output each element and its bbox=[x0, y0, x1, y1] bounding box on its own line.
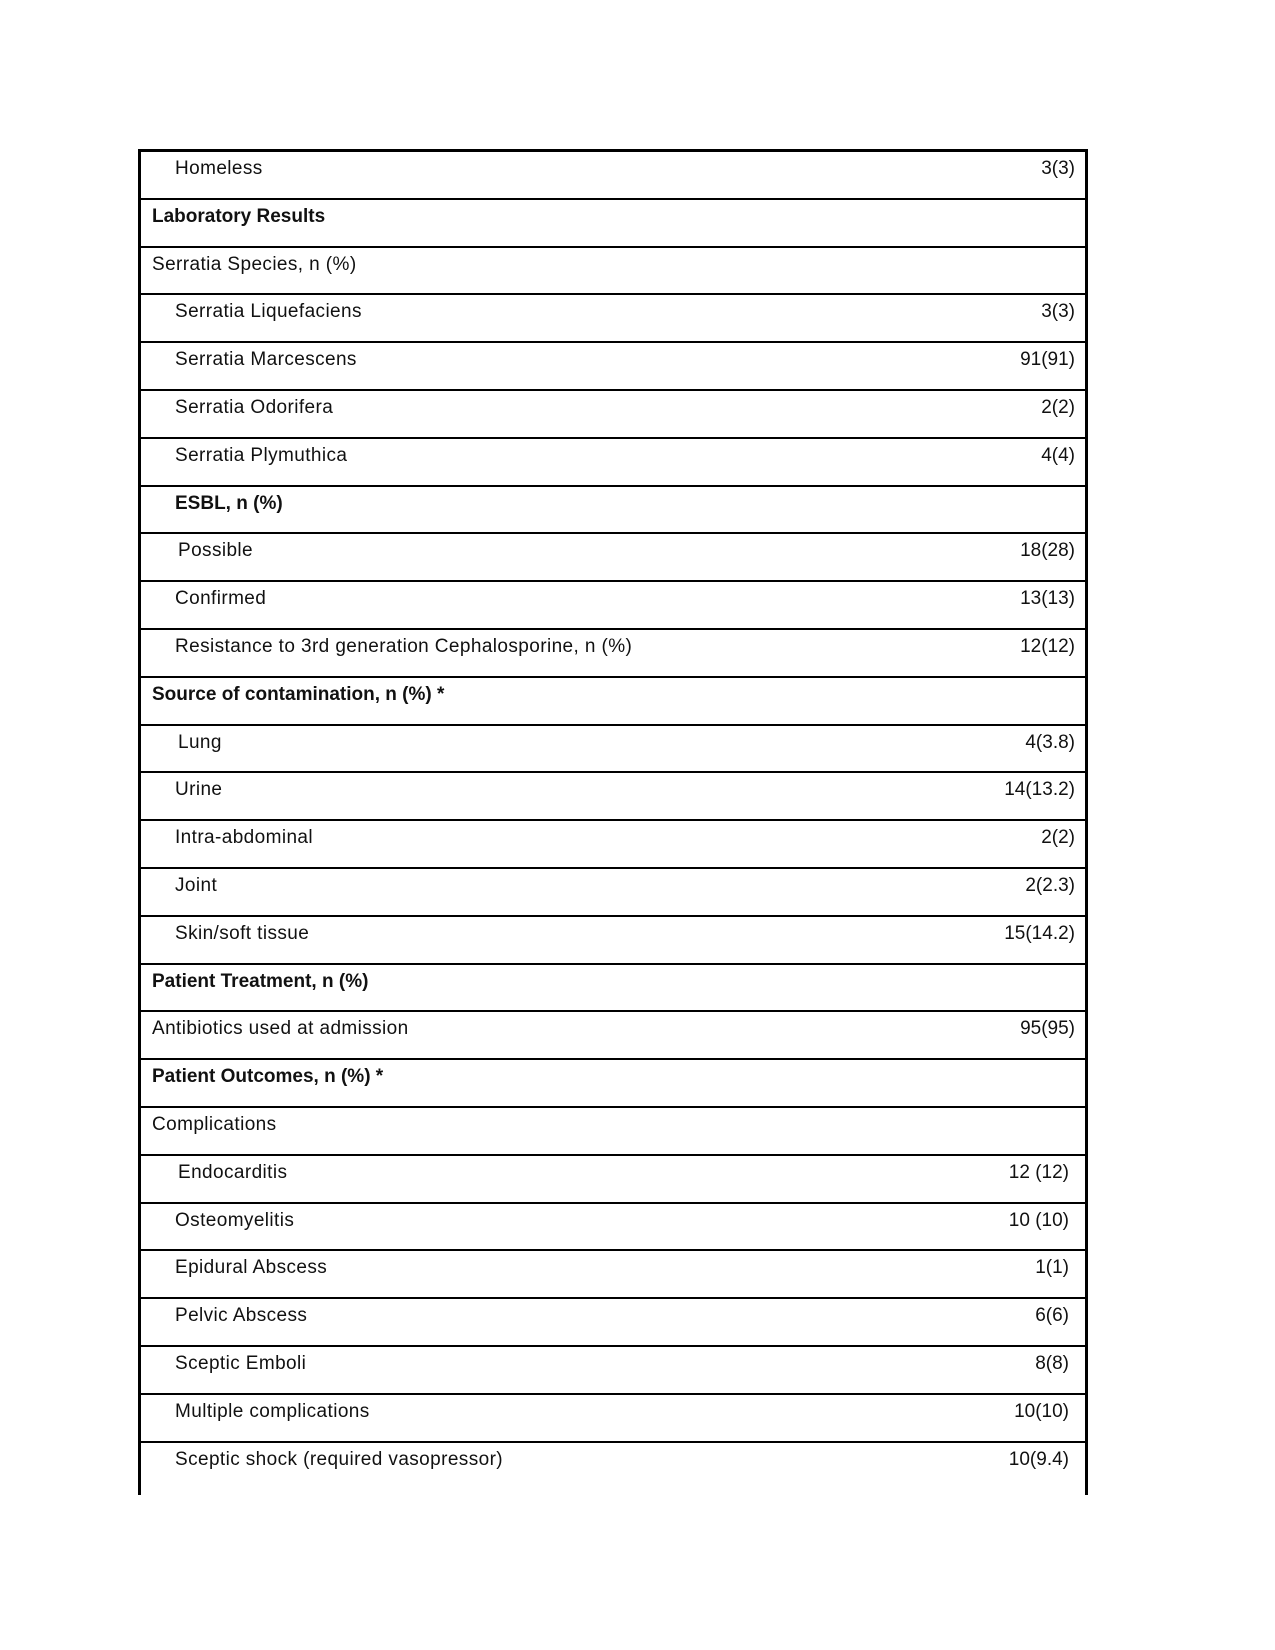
table-row bbox=[141, 821, 1085, 869]
row-label: Confirmed bbox=[175, 588, 267, 610]
row-value: 10(9.4) bbox=[1008, 1448, 1069, 1470]
row-value: 10(10) bbox=[1014, 1400, 1069, 1422]
row-label: Serratia Odorifera bbox=[175, 396, 334, 418]
table-row bbox=[141, 678, 1085, 726]
row-value: 6(6) bbox=[1035, 1305, 1069, 1327]
table-row bbox=[141, 1156, 1085, 1204]
row-value: 3(3) bbox=[1041, 158, 1075, 179]
table-row bbox=[141, 343, 1085, 391]
row-label: Epidural Abscess bbox=[175, 1257, 328, 1279]
row-label: Antibiotics used at admission bbox=[152, 1018, 409, 1040]
table-row bbox=[141, 1204, 1085, 1252]
row-label: Sceptic shock (required vasopressor) bbox=[175, 1448, 504, 1470]
table-row bbox=[141, 773, 1085, 821]
row-value: 12(12) bbox=[1020, 635, 1075, 657]
row-value: 8(8) bbox=[1035, 1352, 1069, 1374]
row-label: Urine bbox=[175, 779, 223, 801]
row-label: Joint bbox=[175, 874, 218, 896]
table-row bbox=[141, 1299, 1085, 1347]
row-label: Intra-abdominal bbox=[175, 827, 314, 849]
table-row bbox=[141, 248, 1085, 296]
row-value: 91(91) bbox=[1020, 349, 1075, 371]
row-value: 2(2) bbox=[1041, 827, 1075, 849]
table-row bbox=[141, 965, 1085, 1013]
section-heading: Laboratory Results bbox=[152, 205, 326, 227]
row-label: Sceptic Emboli bbox=[175, 1352, 307, 1374]
row-label: Endocarditis bbox=[178, 1161, 288, 1183]
row-value: 10 (10) bbox=[1008, 1209, 1069, 1231]
row-label: Serratia Plymuthica bbox=[175, 444, 348, 466]
section-heading: Patient Treatment, n (%) bbox=[152, 970, 369, 992]
row-value: 95(95) bbox=[1020, 1018, 1075, 1040]
row-value: 1(1) bbox=[1035, 1257, 1069, 1279]
table-row bbox=[141, 295, 1085, 343]
data-table bbox=[138, 149, 1088, 1495]
table-row bbox=[141, 1395, 1085, 1443]
row-label: Serratia Marcescens bbox=[175, 349, 357, 371]
section-heading: ESBL, n (%) bbox=[175, 492, 283, 514]
row-value: 3(3) bbox=[1041, 301, 1075, 323]
table-row bbox=[141, 200, 1085, 248]
table-row bbox=[141, 439, 1085, 487]
row-label: Multiple complications bbox=[175, 1400, 370, 1422]
row-label: Pelvic Abscess bbox=[175, 1305, 308, 1327]
table-row bbox=[141, 1060, 1085, 1108]
row-value: 2(2) bbox=[1041, 396, 1075, 418]
section-heading: Source of contamination, n (%) * bbox=[152, 683, 445, 705]
table-row bbox=[141, 630, 1085, 678]
table-row bbox=[141, 487, 1085, 535]
table-row bbox=[141, 726, 1085, 774]
row-value: 15(14.2) bbox=[1004, 922, 1075, 944]
table-row bbox=[141, 534, 1085, 582]
row-label: Homeless bbox=[175, 158, 263, 179]
row-value: 12 (12) bbox=[1008, 1161, 1069, 1183]
row-label: Resistance to 3rd generation Cephalosporine, n (%) bbox=[175, 635, 633, 657]
table-row bbox=[141, 869, 1085, 917]
row-label: Lung bbox=[178, 731, 222, 753]
row-value: 13(13) bbox=[1020, 588, 1075, 610]
table-row bbox=[141, 1251, 1085, 1299]
row-label: Possible bbox=[178, 540, 254, 562]
row-label: Serratia Liquefaciens bbox=[175, 301, 362, 323]
row-value: 4(4) bbox=[1041, 444, 1075, 466]
row-value: 4(3.8) bbox=[1025, 731, 1075, 753]
section-heading: Patient Outcomes, n (%) * bbox=[152, 1066, 384, 1088]
table-row bbox=[141, 917, 1085, 965]
row-value: 2(2.3) bbox=[1025, 874, 1075, 896]
table-row bbox=[141, 391, 1085, 439]
row-value: 18(28) bbox=[1020, 540, 1075, 562]
table-row bbox=[141, 1347, 1085, 1395]
table-row bbox=[141, 1012, 1085, 1060]
table-row bbox=[141, 1108, 1085, 1156]
row-label: Skin/soft tissue bbox=[175, 922, 310, 944]
row-value: 14(13.2) bbox=[1004, 779, 1075, 801]
row-label: Osteomyelitis bbox=[175, 1209, 295, 1231]
table-row bbox=[141, 1443, 1085, 1495]
table-row bbox=[141, 582, 1085, 630]
row-label: Complications bbox=[152, 1113, 277, 1135]
row-label: Serratia Species, n (%) bbox=[152, 253, 357, 275]
table-row bbox=[141, 152, 1085, 200]
